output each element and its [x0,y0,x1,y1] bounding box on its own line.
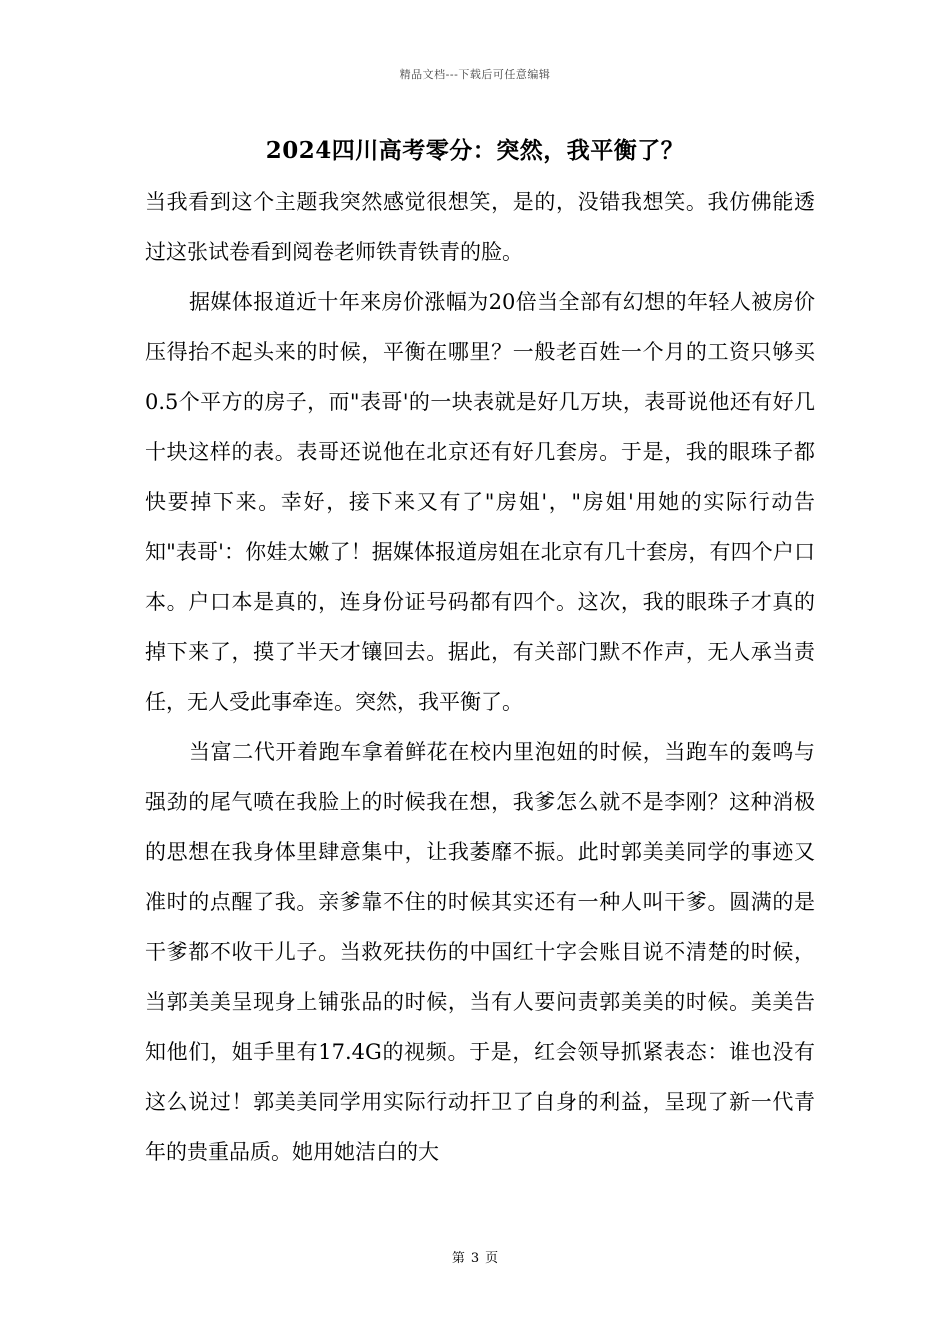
footer-prefix: 第 [451,1251,465,1266]
paragraph: 当富二代开着跑车拿着鲜花在校内里泡妞的时候，当跑车的轰鸣与强劲的尾气喷在我脸上的时候我在想，我爹怎么就不是李刚？这种消极的思想在我身体里肆意集中，让我萎靡不振。此时郭美美同学的事迹又准时的点醒了我。亲爹靠不住的时候其实还有一种人叫干爹。圆满的是干爹都不收干儿子。当救死扶伤的中国红十字会账目说不清楚的时候，当郭美美呈现身上铺张品的时候，当有人要问责郭美美的时候。美美告知他们，姐手里有17.4G的视频。于是，红会领导抓紧表态：谁也没有这么说过！郭美美同学用实际行动扞卫了自身的利益，呈现了新一代青年的贵重品质。她用她洁白的大 [145,740,815,1164]
paragraph: 据媒体报道近十年来房价涨幅为20倍当全部有幻想的年轻人被房价压得抬不起头来的时候，平衡在哪里？一般老百姓一个月的工资只够买0.5个平方的房子，而"表哥'的一块表就是好几万块，表哥说他还有好几十块这样的表。表哥还说他在北京还有好几套房。于是，我的眼珠子都快要掉下来。幸好，接下来又有了"房姐'，"房姐'用她的实际行动告知"表哥'：你娃太嫩了！据媒体报道房姐在北京有几十套房，有四个户口本。户口本是真的，连身份证号码都有四个。这次，我的眼珠子才真的掉下来了，摸了半天才镶回去。据此，有关部门默不作声，无人承当责任，无人受此事牵连。突然，我平衡了。 [145,290,815,714]
page-footer [0,1247,950,1266]
document-title: 2024四川高考零分：突然，我平衡了？ [265,137,685,164]
header-note: 精品文档---下载后可任意编辑 [399,68,551,81]
document-body [145,177,815,1177]
page-number: 3 [470,1251,480,1266]
paragraph: 当我看到这个主题我突然感觉很想笑，是的，没错我想笑。我仿佛能透过这张试卷看到阅卷老师铁青铁青的脸。 [145,190,815,264]
footer-suffix: 页 [485,1251,499,1266]
